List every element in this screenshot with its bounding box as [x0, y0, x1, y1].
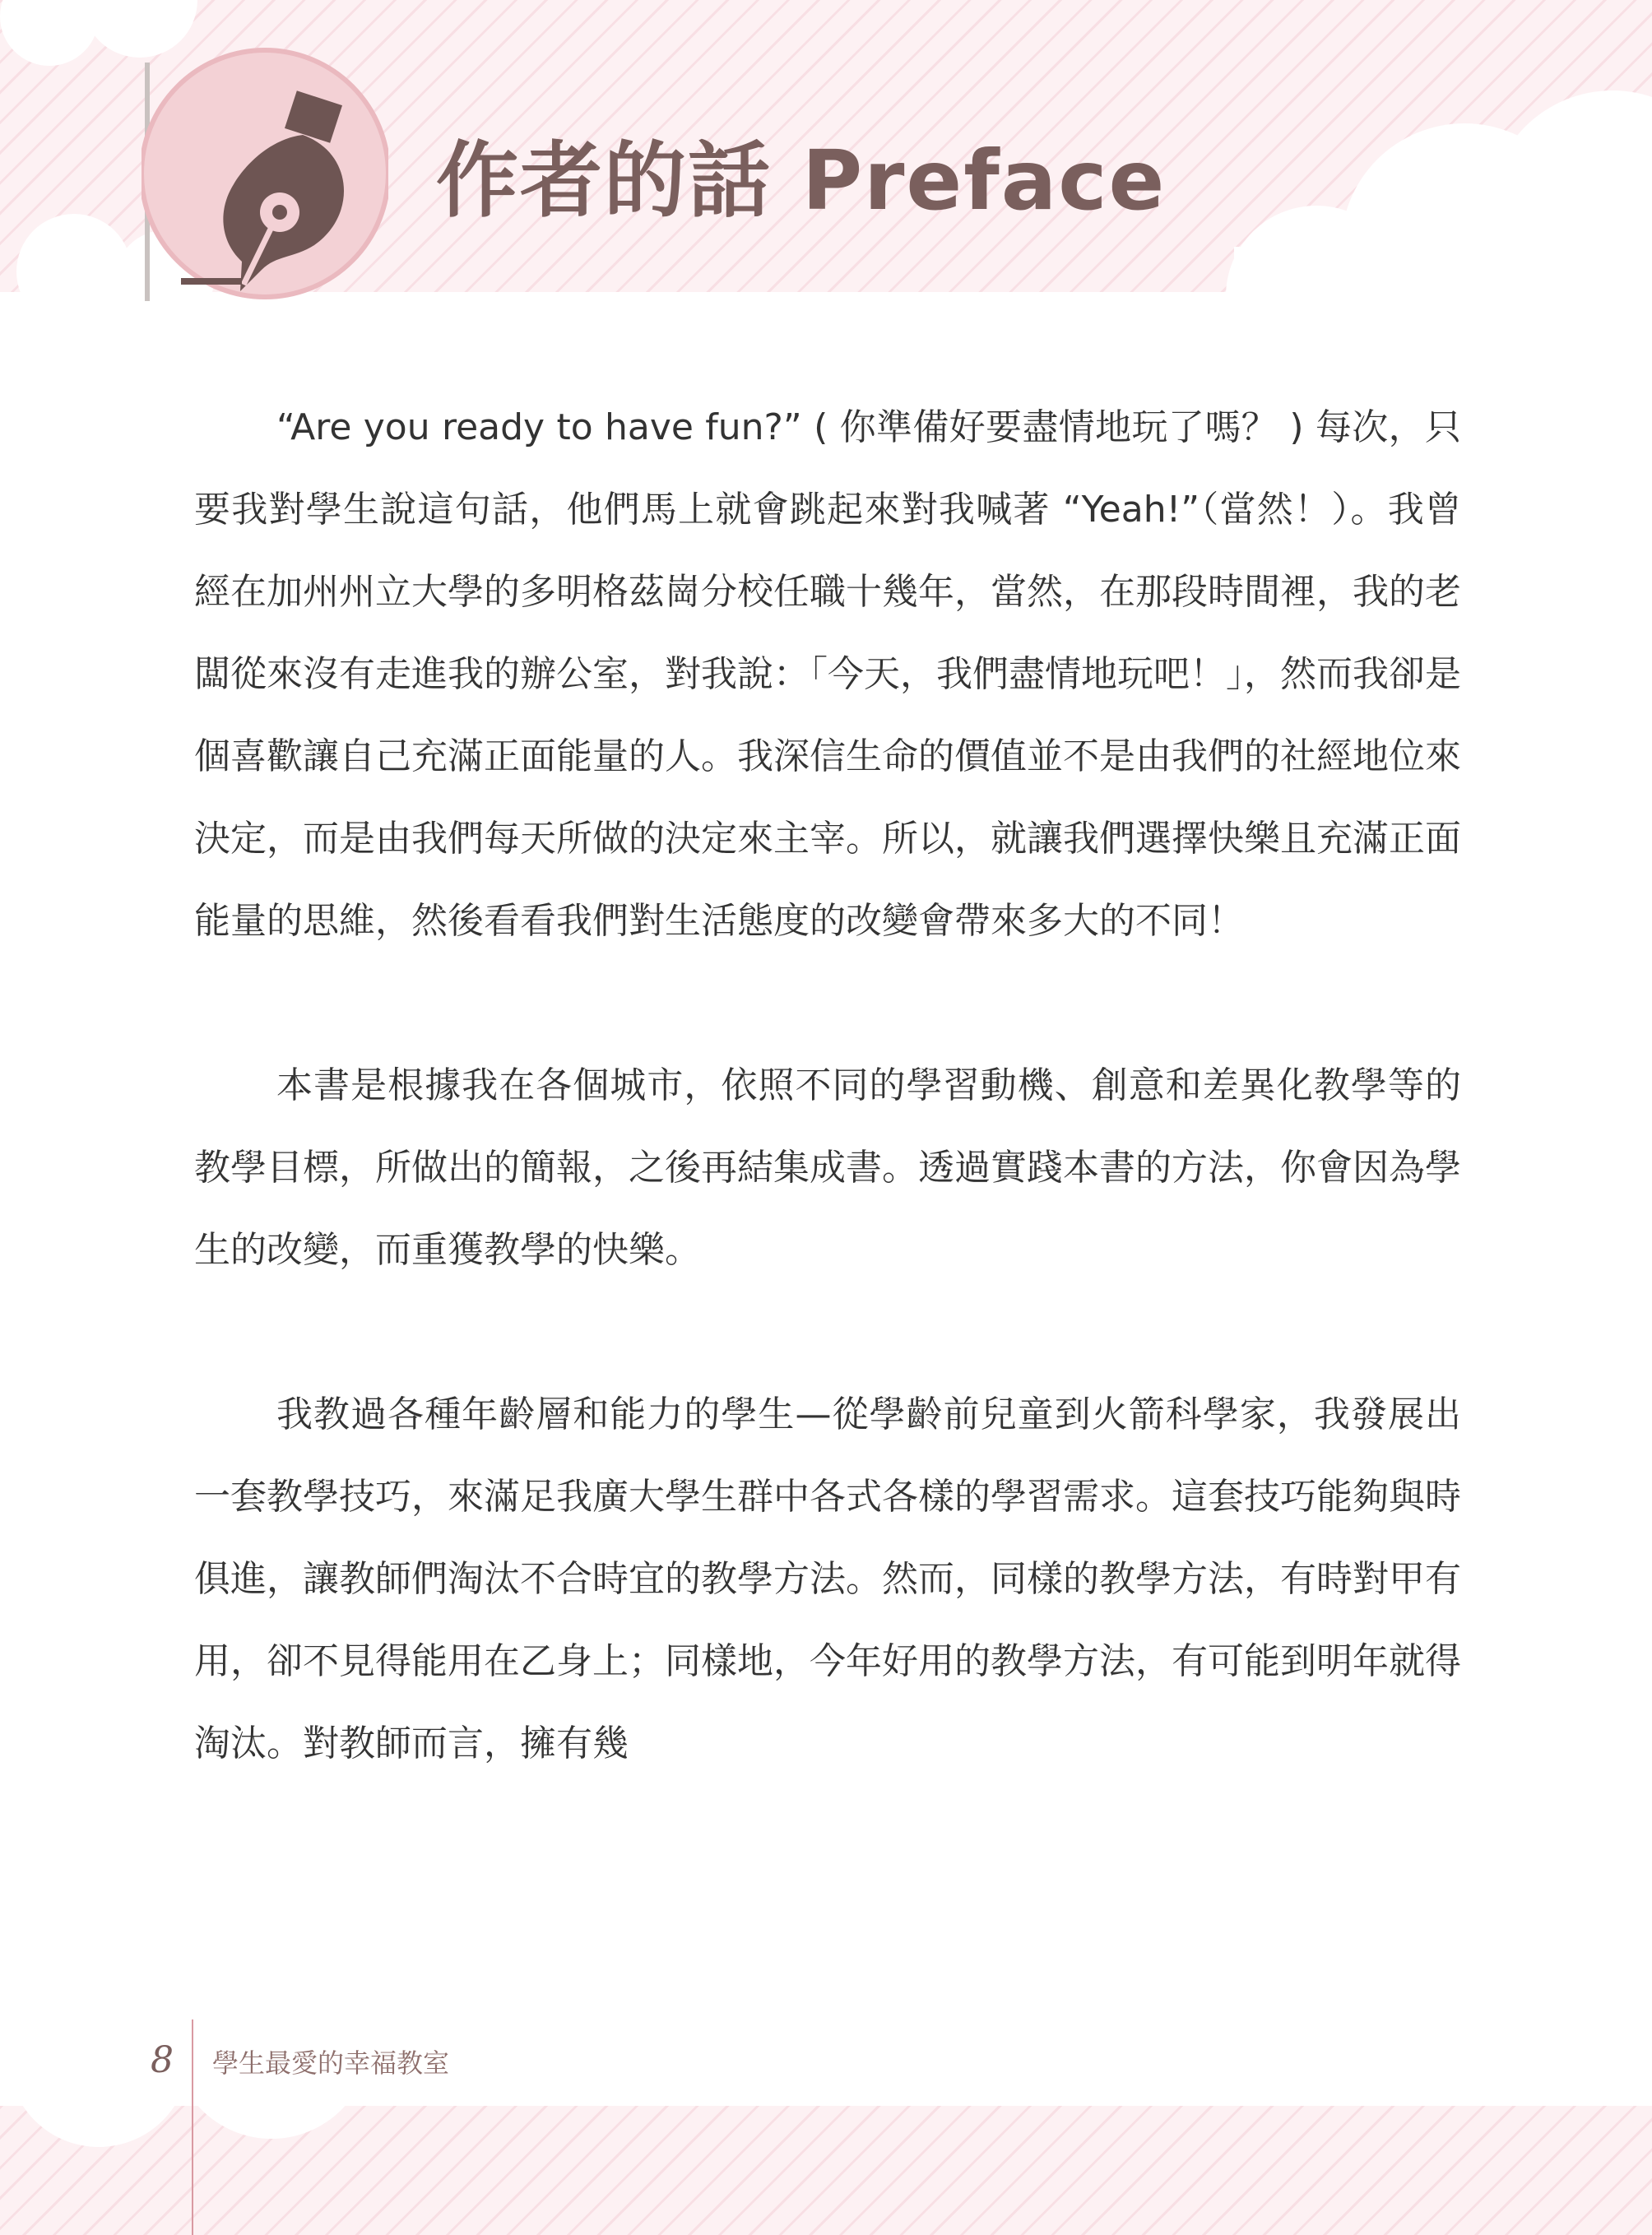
footer-cloud: [0, 2007, 428, 2155]
book-title: 學生最愛的幸福教室: [212, 2047, 450, 2079]
body-text: [194, 387, 1461, 1785]
page-number: 8: [151, 2039, 174, 2081]
paragraph: 本書是根據我在各個城市，依照不同的學習動機、創意和差異化教學等的教學目標，所做出的簡報，之後再結集成書。透過實踐本書的方法，你會因為學生的改變，而重獲教學的快樂。: [194, 1064, 1461, 1271]
page-title: 作者的話 Preface: [436, 132, 1167, 229]
fountain-pen-nib-icon: [142, 38, 388, 309]
footer-divider: [192, 2019, 193, 2235]
paragraph: 我教過各種年齡層和能力的學生—從學齡前兒童到火箭科學家，我發展出一套教學技巧，來滿足我廣大學生群中各式各樣的學習需求。這套技巧能夠與時俱進，讓教師們淘汰不合時宜的教學方法。然而，同樣的教學方法，有時對甲有用，卻不見得能用在乙身上；同樣地，今年好用的教學方法，有可能到明年就得淘汰。對教師而言，擁有幾: [194, 1393, 1461, 1764]
paragraph: “Are you ready to have fun?” ( 你準備好要盡情地玩了嗎？ ) 每次，只要我對學生說這句話，他們馬上就會跳起來對我喊著 “Yeah!”（當然！）。我曾經在加州州立大學的多明格茲崗分校任職十幾年，當然，在那段時間裡，我的老闆從來沒有走進我的辦公室，對我說：「今天，我們盡情地玩吧！」，然而我卻是個喜歡讓自己充滿正面能量的人。我深信生命的價值並不是由我們的社經地位來決定，而是由我們每天所做的決定來主宰。所以，就讓我們選擇快樂且充滿正面能量的思維，然後看看我們對生活態度的改變會帶來多大的不同！: [194, 406, 1461, 942]
